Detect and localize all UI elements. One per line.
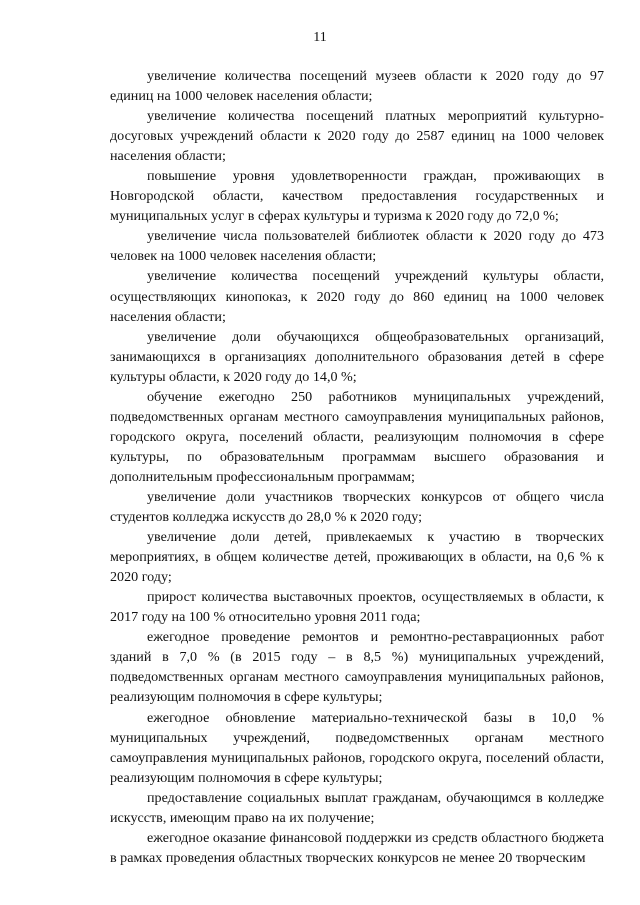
paragraph: увеличение количества посещений учреждений культуры области, осуществляющих кинопоказ, к 2020 году до 860 единиц на 1000 человек населения области; (110, 268, 604, 325)
paragraph: увеличение числа пользователей библиотек области к 2020 году до 473 человек на 1000 человек населения области; (110, 228, 604, 265)
paragraph: обучение ежегодно 250 работников муниципальных учреждений, подведомственных органам местного самоуправления муниципальных районов, городского округа, поселений области, реализующим полномочия в сфере культуры, по образовательным программам высшего образования и дополнительным профессиональным программам; (110, 388, 604, 485)
paragraph: увеличение доли участников творческих конкурсов от общего числа студентов колледжа искусств до 28,0 % к 2020 году; (110, 488, 604, 526)
document-body (110, 66, 604, 868)
paragraph: увеличение доли детей, привлекаемых к участию в творческих мероприятиях, в общем количестве детей, проживающих в области, на 0,6 % к 2020 году; (110, 529, 604, 586)
paragraph: ежегодное оказание финансовой поддержки из средств областного бюджета в рамках проведения областных творческих конкурсов не менее 20 творческим (110, 829, 604, 866)
paragraph: предоставление социальных выплат гражданам, обучающимся в колледже искусств, имеющим право на их получение; (110, 789, 604, 826)
paragraph: увеличение доли обучающихся общеобразовательных организаций, занимающихся в организациях дополнительного образования детей в сфере культуры области, к 2020 году до 14,0 %; (110, 328, 604, 385)
paragraph: увеличение количества посещений платных мероприятий культурно-досуговых учреждений области к 2020 году до 2587 единиц на 1000 человек населения области; (110, 108, 604, 165)
paragraph: ежегодное обновление материально-технической базы в 10,0 % муниципальных учреждений, подведомственных органам местного самоуправления муниципальных районов, городского округа, поселений области, реализующим полномочия в сфере культуры; (110, 709, 604, 786)
paragraph: прирост количества выставочных проектов, осуществляемых в области, к 2017 году на 100 % относительно уровня 2011 года; (110, 589, 604, 626)
paragraph: повышение уровня удовлетворенности граждан, проживающих в Новгородской области, качеством предоставления государственных и муниципальных услуг в сферах культуры и туризма к 2020 году до 72,0 %; (110, 168, 604, 225)
paragraph: увеличение количества посещений музеев области к 2020 году до 97 единиц на 1000 человек населения области; (110, 68, 604, 105)
paragraph: ежегодное проведение ремонтов и ремонтно-реставрационных работ зданий в 7,0 % (в 2015 году – в 8,5 %) муниципальных учреждений, подведомственных органам местного самоуправления муниципальных районов, реализующим полномочия в сфере культуры; (110, 629, 604, 706)
page-number: 11 (313, 30, 327, 45)
